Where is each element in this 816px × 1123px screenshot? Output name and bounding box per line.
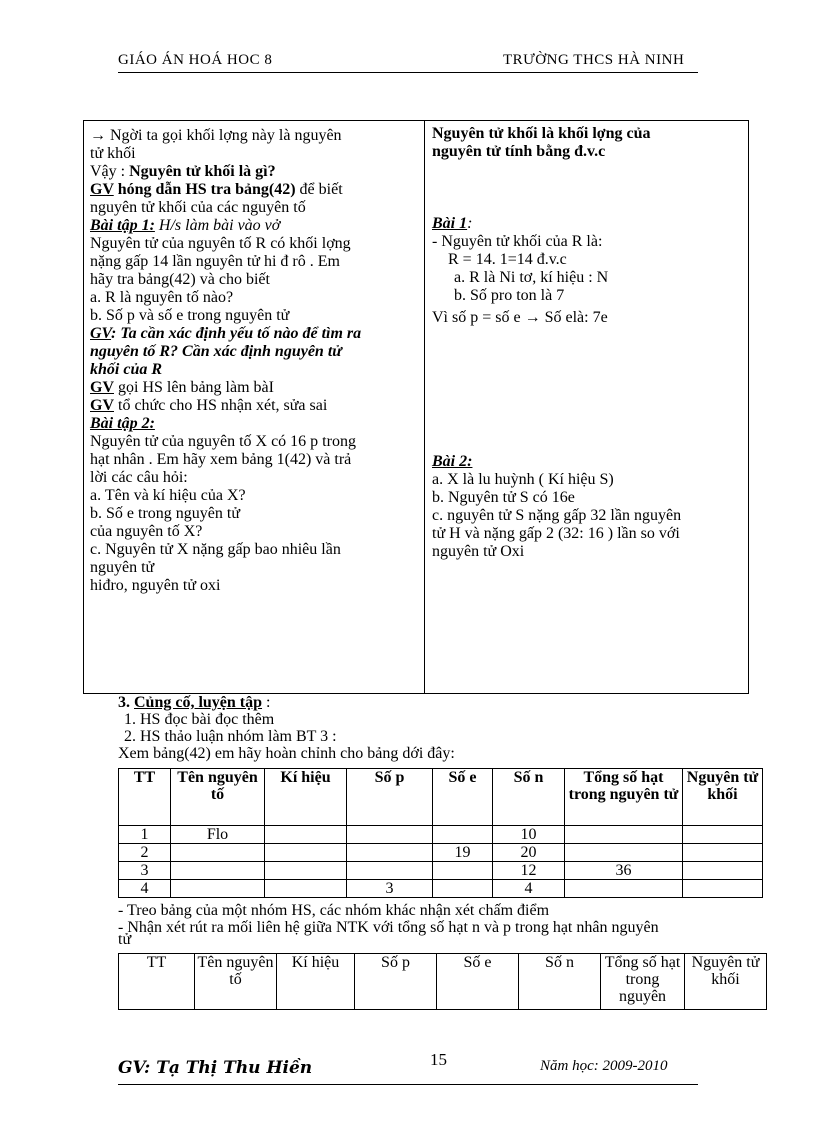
table-row: [119, 844, 763, 862]
section-title: 3. Củng cố, luyện tập :: [118, 694, 271, 711]
table-cell: [347, 826, 433, 844]
text-line: hạt nhân . Em hãy xem bảng 1(42) và trả: [90, 451, 352, 468]
table-row: [119, 880, 763, 898]
table-cell: 2: [119, 844, 171, 862]
text-line: 2. HS thảo luận nhóm làm BT 3 :: [124, 728, 337, 745]
text-line: b. Số p và số e trong nguyên tử: [90, 307, 290, 324]
lesson-table: [83, 120, 749, 694]
text-line: a. X là lu huỳnh ( Kí hiệu S): [432, 471, 614, 488]
table-cell: [683, 826, 763, 844]
text-line: Nguyên tử của nguyên tố R có khối lợng: [90, 235, 351, 252]
header-cell: Tổng số hạt trong nguyên: [601, 954, 685, 1010]
text-line: nặng gấp 14 lần nguyên tử hi đ rô . Em: [90, 253, 340, 270]
table-cell: 3: [119, 862, 171, 880]
student-activity-column: [432, 125, 744, 561]
header-cell: Nguyên tử khối: [683, 769, 763, 826]
text-line: Vì số p = số e → Số elà: 7e: [432, 309, 608, 326]
text-line: GV: Ta cần xác định yếu tố nào để tìm ra: [90, 325, 362, 342]
table-cell: [565, 844, 683, 862]
text-line: → Ngời ta gọi khối lợng này là nguyên: [90, 127, 342, 144]
text-line: Nguyên tử của nguyên tố X có 16 p trong: [90, 433, 356, 450]
header-cell: Nguyên tử khối: [685, 954, 767, 1010]
text-line: tử khối: [90, 145, 136, 162]
header-cell: Kí hiệu: [265, 769, 347, 826]
text-line: 1. HS đọc bài đọc thêm: [124, 711, 275, 728]
header-cell: Tên nguyên tố: [171, 769, 265, 826]
table-cell: [265, 844, 347, 862]
footer-school-year: Năm học: 2009-2010: [540, 1058, 668, 1074]
text-line: GV tổ chức cho HS nhận xét, sửa sai: [90, 397, 328, 414]
text-line: - Nhận xét rút ra mối liên hệ giữa NTK với tổng số hạt n và p trong hạt nhân nguyên: [118, 919, 659, 936]
text-line: Nguyên tử khối là khối lợng của: [432, 125, 651, 142]
text-line: nguyên tố R? Cần xác định nguyên tử: [90, 343, 342, 360]
text-line: Bài 1:: [432, 215, 473, 232]
text-line: hãy tra bảng(42) và cho biết: [90, 271, 270, 288]
text-line: a. R là nguyên tố nào?: [90, 289, 234, 306]
table-cell: [171, 880, 265, 898]
table-cell: [171, 862, 265, 880]
header-cell: TT: [119, 769, 171, 826]
header-rule: [118, 72, 698, 73]
exercise-table: [118, 768, 763, 898]
text-line: nguyên tử khối của các nguyên tố: [90, 199, 306, 216]
table-cell: 1: [119, 826, 171, 844]
header-right: TRƯỜNG THCS HÀ NINH: [503, 52, 685, 68]
table-cell: 20: [493, 844, 565, 862]
page-number: 15: [430, 1050, 447, 1069]
text-line: R = 14. 1=14 đ.v.c: [448, 251, 567, 268]
teacher-activity-column: [90, 127, 416, 595]
text-line: của nguyên tố X?: [90, 523, 203, 540]
header-cell: Số n: [519, 954, 601, 1010]
text-line: khối của R: [90, 361, 163, 378]
table-cell: [347, 844, 433, 862]
text-line: hiđro, nguyên tử oxi: [90, 577, 221, 594]
table-cell: [265, 826, 347, 844]
table-cell: Flo: [171, 826, 265, 844]
header-cell: Số n: [493, 769, 565, 826]
text-line: a. R là Ni tơ, kí hiệu : N: [454, 269, 609, 286]
text-line: c. Nguyên tử X nặng gấp bao nhiêu lần: [90, 541, 341, 558]
table-row: [119, 862, 763, 880]
header-cell: Số p: [355, 954, 437, 1010]
table-cell: 3: [347, 880, 433, 898]
header-left: GIÁO ÁN HOÁ HOC 8: [118, 52, 273, 68]
text-line: b. Số e trong nguyên tử: [90, 505, 240, 522]
text-line: tử H và nặng gấp 2 (32: 16 ) lần so với: [432, 525, 680, 542]
text-line: GV gọi HS lên bảng làm bàI: [90, 379, 274, 396]
header-cell: Số e: [433, 769, 493, 826]
text-line: b. Số pro ton là 7: [454, 287, 565, 304]
table-cell: 4: [119, 880, 171, 898]
table-cell: [565, 880, 683, 898]
table-cell: [433, 862, 493, 880]
text-line: nguyên tử tính bằng đ.v.c: [432, 143, 606, 160]
column-divider: [424, 121, 425, 693]
header-cell: TT: [119, 954, 195, 1010]
text-line: tử: [118, 931, 132, 948]
header-cell: Kí hiệu: [277, 954, 355, 1010]
notes: [118, 902, 768, 949]
text-line: nguyên tử Oxi: [432, 543, 525, 560]
table-cell: [565, 826, 683, 844]
table-cell: [433, 826, 493, 844]
table-cell: [265, 880, 347, 898]
table-header-row: [119, 769, 763, 826]
table-cell: [683, 862, 763, 880]
text-line: b. Nguyên tử S có 16e: [432, 489, 575, 506]
text-line: - Treo bảng của một nhóm HS, các nhóm khác nhận xét chấm điểm: [118, 902, 550, 919]
text-line: nguyên tử: [90, 559, 155, 576]
header-cell: Số e: [437, 954, 519, 1010]
text-line: GV hóng dẫn HS tra bảng(42) để biết: [90, 181, 343, 198]
text-line: Bài tập 1: H/s làm bài vào vở: [90, 217, 281, 234]
table-row: [119, 826, 763, 844]
text-line: a. Tên và kí hiệu của X?: [90, 487, 246, 504]
header-cell: Tổng số hạt trong nguyên tử: [565, 769, 683, 826]
table-cell: [433, 880, 493, 898]
table-cell: 10: [493, 826, 565, 844]
table-cell: [683, 844, 763, 862]
text-line: Bài 2:: [432, 453, 473, 470]
table-cell: 36: [565, 862, 683, 880]
header-cell: Tên nguyên tố: [195, 954, 277, 1010]
text-line: Bài tập 2:: [90, 415, 155, 432]
text-line: - Nguyên tử khối của R là:: [432, 233, 603, 250]
text-line: Xem bảng(42) em hãy hoàn chỉnh cho bảng dới đây:: [118, 745, 455, 762]
table-cell: [683, 880, 763, 898]
table-cell: [265, 862, 347, 880]
text-line: Vậy : Nguyên tử khối là gì?: [90, 163, 276, 180]
text-line: c. nguyên tử S nặng gấp 32 lần nguyên: [432, 507, 682, 524]
text-line: lời các câu hỏi:: [90, 469, 188, 486]
table-cell: [347, 862, 433, 880]
header-cell: Số p: [347, 769, 433, 826]
table-cell: 4: [493, 880, 565, 898]
table-header-row: [119, 954, 767, 1010]
table-cell: [171, 844, 265, 862]
table-cell: 19: [433, 844, 493, 862]
footer-teacher: GV: Tạ Thị Thu Hiền: [118, 1058, 313, 1078]
section-consolidation: [118, 694, 455, 762]
table-cell: 12: [493, 862, 565, 880]
footer-rule: [118, 1084, 698, 1085]
summary-table: [118, 953, 767, 1010]
